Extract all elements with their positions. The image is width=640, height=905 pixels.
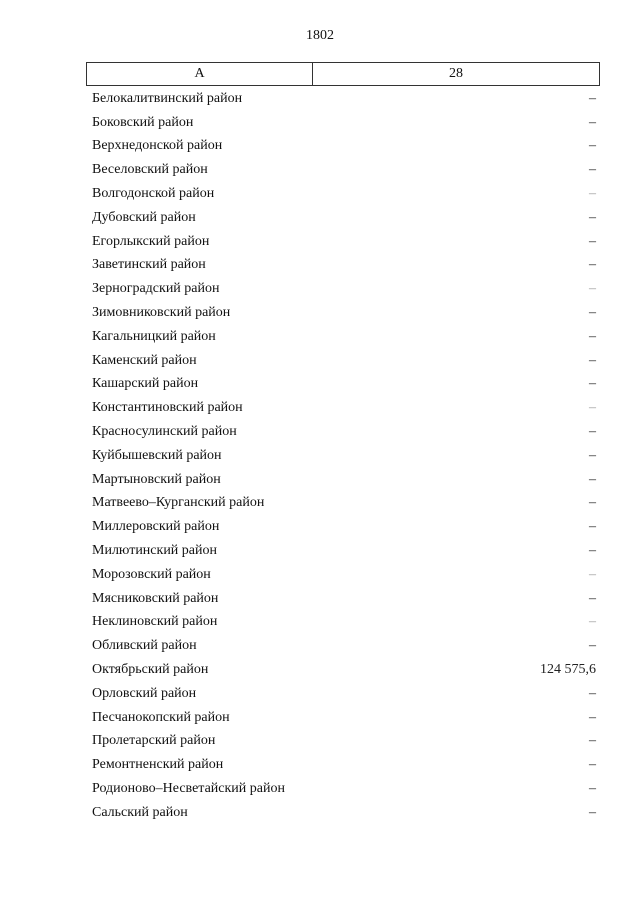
table-row bbox=[86, 706, 600, 730]
table-row bbox=[86, 682, 600, 706]
table-row bbox=[86, 539, 600, 563]
district-value: – bbox=[589, 804, 596, 820]
district-value: – bbox=[589, 519, 596, 535]
district-name: Милютинский район bbox=[92, 543, 218, 559]
table-row bbox=[86, 611, 600, 635]
district-name: Дубовский район bbox=[92, 209, 196, 225]
district-name: Октябрьский район bbox=[92, 662, 209, 678]
district-value: – bbox=[589, 281, 596, 297]
header-cell-a: А bbox=[87, 63, 313, 85]
district-name: Боковский район bbox=[92, 114, 194, 130]
table-row bbox=[86, 182, 600, 206]
district-value: – bbox=[589, 257, 596, 273]
district-name: Веселовский район bbox=[92, 162, 208, 178]
district-value: – bbox=[589, 638, 596, 654]
district-value: – bbox=[589, 424, 596, 440]
district-value: – bbox=[589, 209, 596, 225]
table-row bbox=[86, 301, 600, 325]
district-name: Мартыновский район bbox=[92, 471, 221, 487]
district-name: Зимовниковский район bbox=[92, 305, 231, 321]
district-name: Пролетарский район bbox=[92, 733, 216, 749]
district-value: – bbox=[589, 400, 596, 416]
district-name: Красносулинский район bbox=[92, 424, 237, 440]
table-row bbox=[86, 206, 600, 230]
district-name: Куйбышевский район bbox=[92, 447, 222, 463]
table-row bbox=[86, 325, 600, 349]
district-value: – bbox=[589, 471, 596, 487]
district-value: – bbox=[589, 495, 596, 511]
table-row bbox=[86, 373, 600, 397]
table-row bbox=[86, 563, 600, 587]
district-name: Верхнедонской район bbox=[92, 138, 223, 154]
table-row bbox=[86, 444, 600, 468]
district-name: Кагальницкий район bbox=[92, 328, 216, 344]
table-row bbox=[86, 87, 600, 111]
table-row bbox=[86, 158, 600, 182]
district-value: – bbox=[589, 757, 596, 773]
district-name: Егорлыкский район bbox=[92, 233, 210, 249]
district-name: Матвеево–Курганский район bbox=[92, 495, 265, 511]
district-name: Родионово–Несветайский район bbox=[92, 781, 285, 796]
table-row bbox=[86, 111, 600, 135]
district-value: – bbox=[589, 233, 596, 249]
page-number: 1802 bbox=[306, 28, 334, 43]
table-row bbox=[86, 277, 600, 301]
table-row bbox=[86, 801, 600, 825]
district-value: – bbox=[589, 114, 596, 130]
district-value: – bbox=[589, 162, 596, 178]
district-name: Сальский район bbox=[92, 804, 188, 820]
table-header bbox=[86, 62, 600, 86]
district-value: – bbox=[589, 709, 596, 725]
district-name: Морозовский район bbox=[92, 566, 211, 582]
district-value: 124 575,6 bbox=[540, 662, 596, 678]
district-value: – bbox=[589, 590, 596, 606]
table-row bbox=[86, 135, 600, 159]
table-row bbox=[86, 777, 600, 801]
district-name: Заветинский район bbox=[92, 257, 206, 273]
district-name: Зерноградский район bbox=[92, 281, 220, 297]
table-body bbox=[86, 87, 600, 825]
district-value: – bbox=[589, 376, 596, 392]
district-value: – bbox=[589, 305, 596, 321]
table-row bbox=[86, 730, 600, 754]
district-value: – bbox=[589, 90, 596, 106]
table-row bbox=[86, 587, 600, 611]
district-name: Орловский район bbox=[92, 685, 197, 701]
district-name: Неклиновский район bbox=[92, 614, 218, 630]
district-value: – bbox=[589, 733, 596, 749]
district-value: – bbox=[589, 685, 596, 701]
table-row bbox=[86, 254, 600, 278]
district-name: Обливский район bbox=[92, 638, 197, 654]
district-name: Константиновский район bbox=[92, 400, 243, 416]
district-value: – bbox=[589, 352, 596, 368]
district-name: Волгодонской район bbox=[92, 186, 215, 202]
table-row bbox=[86, 420, 600, 444]
district-name: Миллеровский район bbox=[92, 519, 220, 535]
table-row bbox=[86, 468, 600, 492]
table-row bbox=[86, 492, 600, 516]
district-value: – bbox=[589, 566, 596, 582]
table-row bbox=[86, 396, 600, 420]
table-row bbox=[86, 634, 600, 658]
district-value: – bbox=[589, 328, 596, 344]
district-name: Кашарский район bbox=[92, 376, 199, 392]
district-value: – bbox=[589, 781, 596, 796]
table-row bbox=[86, 515, 600, 539]
header-cell-28: 28 bbox=[449, 66, 463, 81]
district-value: – bbox=[589, 138, 596, 154]
table-row bbox=[86, 753, 600, 777]
district-value: – bbox=[589, 543, 596, 559]
table-row bbox=[86, 230, 600, 254]
table-row bbox=[86, 658, 600, 682]
district-value: – bbox=[589, 614, 596, 630]
district-value: – bbox=[589, 447, 596, 463]
district-name: Белокалитвинский район bbox=[92, 90, 243, 106]
district-name: Ремонтненский район bbox=[92, 757, 224, 773]
district-value: – bbox=[589, 186, 596, 202]
table-row bbox=[86, 349, 600, 373]
district-name: Мясниковский район bbox=[92, 590, 219, 606]
district-name: Каменский район bbox=[92, 352, 197, 368]
district-name: Песчанокопский район bbox=[92, 709, 230, 725]
